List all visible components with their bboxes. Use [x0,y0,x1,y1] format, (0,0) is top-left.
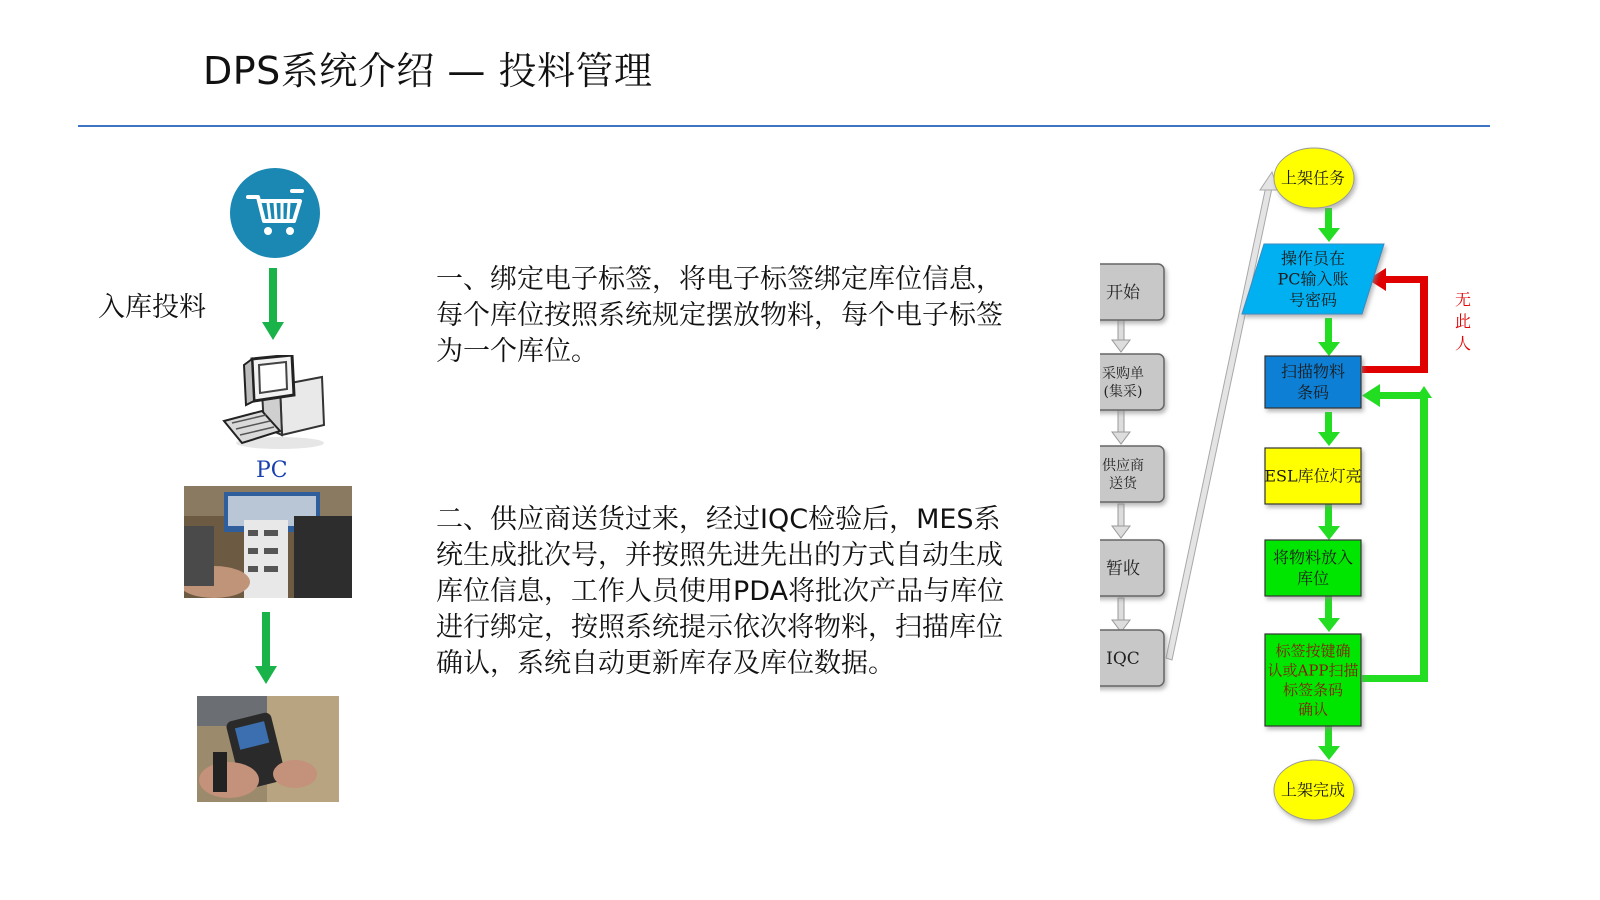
inbound-feeding-label: 入库投料 [98,292,206,323]
flow-node-left-label-4: IQC [1106,648,1140,669]
iqc-to-task-arrow [1166,186,1272,660]
flow-node-left-label-2: 供应商送货 [1102,457,1144,492]
binding-description: 一、绑定电子标签，将电子标签绑定库位信息，每个库位按照系统规定摆放物料，每个电子标签为一个库位。 [436,264,1003,367]
flow-node-right-label-5: 标签按键确认或APP扫描标签条码确认 [1267,642,1359,719]
flow-node-right-label-6: 上架完成 [1280,780,1346,800]
flow-node-right-label-2: 扫描物料条码 [1280,362,1346,402]
flow-node-right-label-3: ESL库位灯亮 [1264,466,1362,486]
flow-node-left-label-1: 采购单(集采) [1102,365,1144,400]
page-title: DPS系统介绍 — 投料管理 [203,49,653,93]
flow-node-left-1 [1100,354,1164,410]
pc-label: PC [256,458,288,483]
green-loop-arrow [1362,384,1432,682]
shelving-flowchart [1100,140,1600,840]
down-arrow-1 [262,268,284,342]
flow-node-left-label-0: 开始 [1106,282,1140,303]
flow-node-right-label-1: 操作员在 PC输入账号密码 [1277,248,1349,310]
title-divider [78,125,1490,127]
pda-scanner-photo [197,696,339,802]
receiving-description: 二、供应商送货过来，经过IQC检验后，MES系统生成批次号，并按照先进先出的方式自动生成库位信息，工作人员使用PDA将批次产品与库位进行绑定，按照系统提示依次将物料，扫描库位确认，系统自动更新库存及库位数据。 [436,504,1005,679]
flow-node-right-label-4: 将物料放入库位 [1272,548,1354,588]
label-printer-photo [184,486,352,598]
shopping-cart-icon [230,168,320,258]
no-such-person-note: 无此人 [1455,290,1472,353]
down-arrow-2 [255,612,277,686]
desktop-computer-icon [222,355,327,451]
flow-node-right-label-0: 上架任务 [1280,168,1346,188]
flow-node-left-2 [1100,446,1164,502]
flow-node-left-label-3: 暂收 [1106,558,1140,579]
